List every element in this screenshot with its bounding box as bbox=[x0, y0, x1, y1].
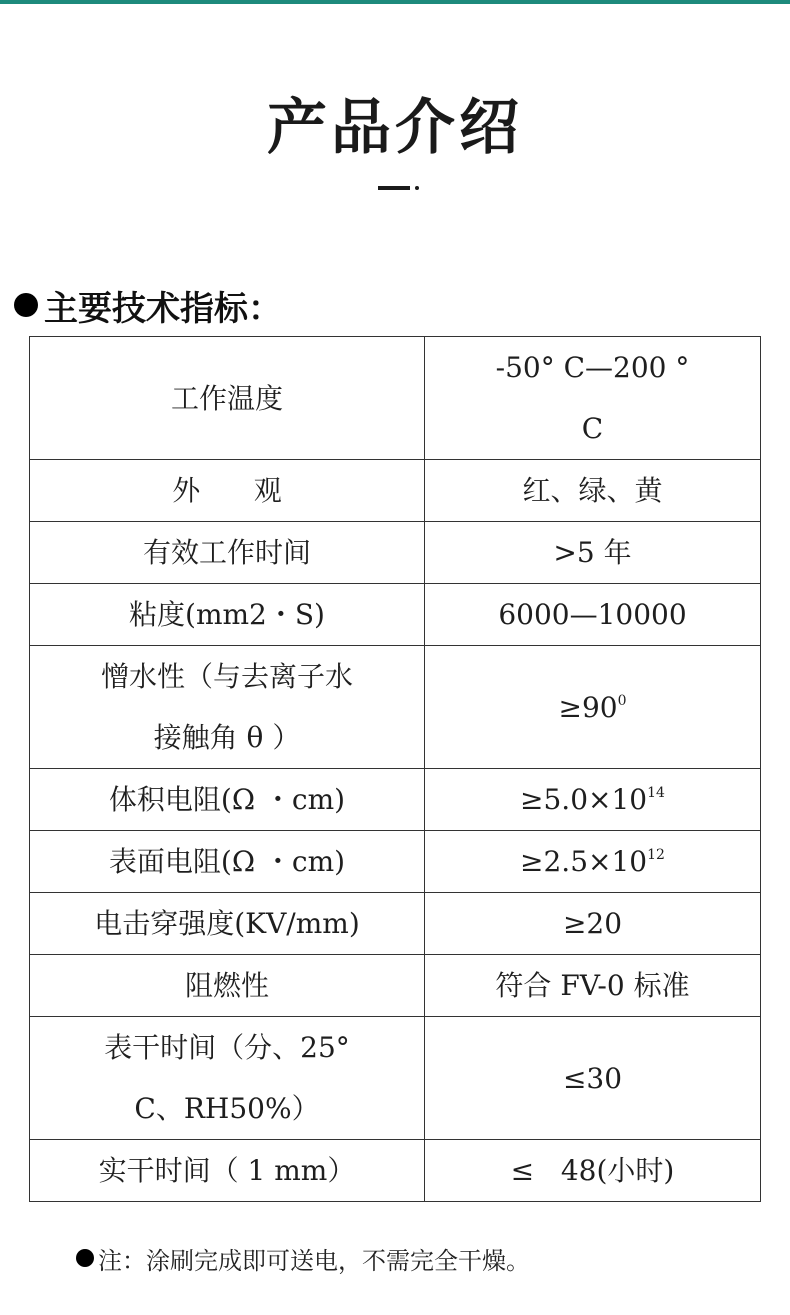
section-heading-text: 主要技术指标： bbox=[44, 288, 282, 329]
spec-value-exponent: 14 bbox=[647, 785, 665, 801]
spec-value: >5 年 bbox=[425, 522, 761, 584]
footnote bbox=[76, 1238, 530, 1278]
spec-value: 符合 FV-0 标准 bbox=[425, 955, 761, 1017]
bullet-icon bbox=[76, 1249, 94, 1267]
spec-value bbox=[425, 769, 761, 831]
top-accent-rule bbox=[0, 0, 790, 4]
spec-value: ≥20 bbox=[425, 893, 761, 955]
spec-value-exponent: 12 bbox=[647, 847, 665, 863]
table-row bbox=[30, 831, 761, 893]
spec-value: 红、绿、黄 bbox=[425, 460, 761, 522]
spec-value: 6000—10000 bbox=[425, 584, 761, 646]
spec-label: 表干时间（分、25° C、RH50%） bbox=[30, 1017, 425, 1140]
section-heading bbox=[14, 280, 282, 330]
spec-value bbox=[425, 646, 761, 769]
page-title: 产品介绍 bbox=[267, 93, 523, 163]
spec-value: ≤30 bbox=[425, 1017, 761, 1140]
spec-label: 电击穿强度(KV/mm) bbox=[30, 893, 425, 955]
spec-label: 实干时间（ 1 mm） bbox=[30, 1140, 425, 1202]
table-row bbox=[30, 337, 761, 460]
spec-table bbox=[29, 336, 761, 1202]
spec-label: 表面电阻(Ω ・cm) bbox=[30, 831, 425, 893]
spec-value bbox=[425, 831, 761, 893]
table-row bbox=[30, 646, 761, 769]
spec-label: 有效工作时间 bbox=[30, 522, 425, 584]
table-row bbox=[30, 1140, 761, 1202]
spec-label: 粘度(mm2・S) bbox=[30, 584, 425, 646]
spec-label: 憎水性（与去离子水 接触角 θ ） bbox=[30, 646, 425, 769]
spec-value: ≤ 48(小时) bbox=[425, 1140, 761, 1202]
spec-value: -50° C—200 ° C bbox=[425, 337, 761, 460]
title-underline-dash bbox=[378, 186, 410, 190]
spec-label: 阻燃性 bbox=[30, 955, 425, 1017]
table-row bbox=[30, 584, 761, 646]
table-row bbox=[30, 460, 761, 522]
table-row bbox=[30, 955, 761, 1017]
footnote-text: 注：涂刷完成即可送电，不需完全干燥。 bbox=[98, 1246, 530, 1275]
spec-value-text: ≥90 bbox=[558, 690, 618, 724]
spec-label: 体积电阻(Ω ・cm) bbox=[30, 769, 425, 831]
spec-value-text: ≥2.5×10 bbox=[520, 845, 648, 878]
table-row bbox=[30, 769, 761, 831]
bullet-icon bbox=[14, 293, 38, 317]
table-row bbox=[30, 522, 761, 584]
spec-value-exponent: 0 bbox=[617, 692, 627, 709]
title-underline-dot bbox=[415, 186, 419, 190]
spec-label: 工作温度 bbox=[30, 337, 425, 460]
table-row bbox=[30, 1017, 761, 1140]
spec-label: 外 观 bbox=[30, 460, 425, 522]
spec-value-text: ≥5.0×10 bbox=[520, 783, 648, 816]
table-row bbox=[30, 893, 761, 955]
